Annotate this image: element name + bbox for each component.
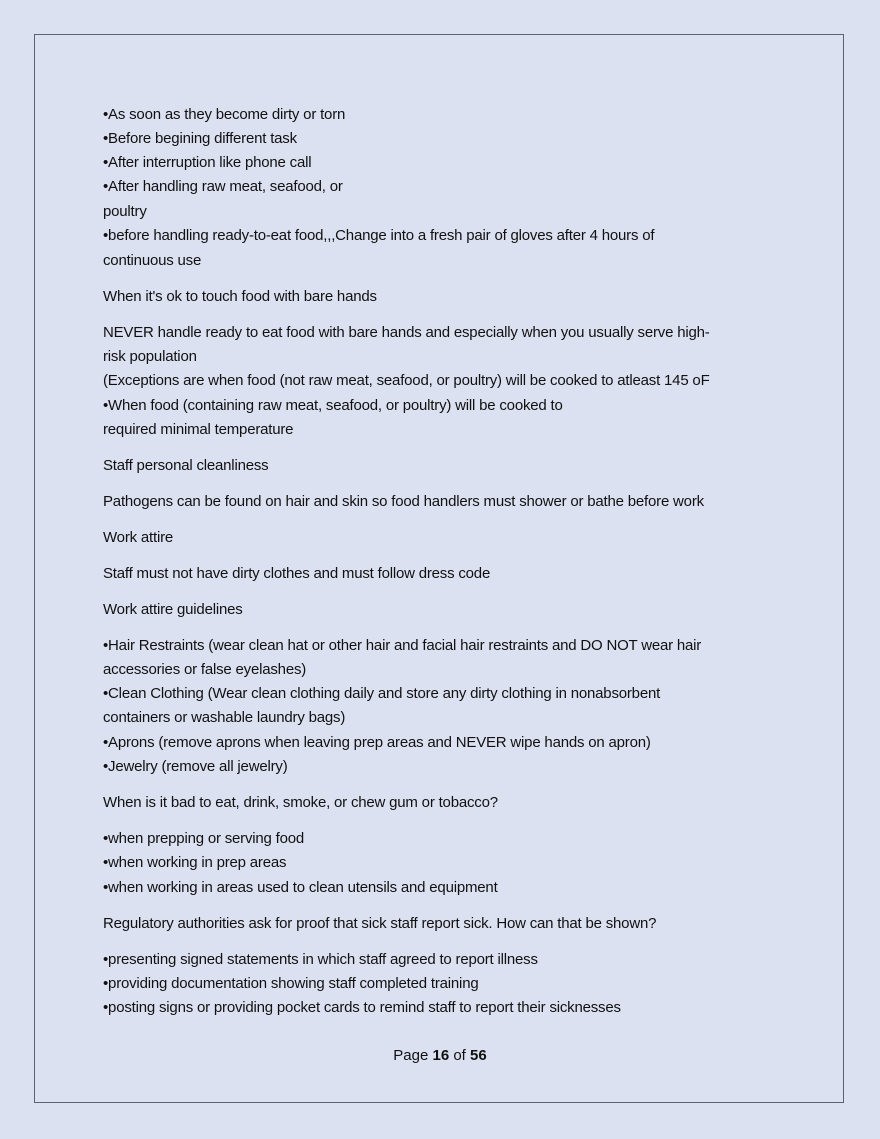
text-line: •After interruption like phone call [103,154,312,171]
text-line: risk population [103,348,197,365]
text-line: •before handling ready-to-eat food,,,Change into a fresh pair of gloves after 4 hours of [103,227,655,244]
text-line: •Jewelry (remove all jewelry) [103,758,288,775]
text-line: •presenting signed statements in which staff agreed to report illness [103,951,538,968]
text-line: •Hair Restraints (wear clean hat or other hair and facial hair restraints and DO NOT wear hair [103,637,702,654]
text-line: When it's ok to touch food with bare hands [103,288,377,305]
text-line: •As soon as they become dirty or torn [103,106,346,123]
text-line: •Clean Clothing (Wear clean clothing daily and store any dirty clothing in nonabsorbent [103,685,661,702]
text-line: Pathogens can be found on hair and skin so food handlers must shower or bathe before work [103,493,704,510]
text-line: When is it bad to eat, drink, smoke, or chew gum or tobacco? [103,794,498,811]
of-label: of [453,1047,466,1064]
text-line: required minimal temperature [103,421,294,438]
text-line: NEVER handle ready to eat food with bare hands and especially when you usually serve high- [103,324,710,341]
text-line: Work attire guidelines [103,601,243,618]
total-pages-number: 56 [470,1047,487,1064]
text-line: Staff must not have dirty clothes and must follow dress code [103,565,491,582]
text-line: •After handling raw meat, seafood, or [103,178,343,195]
text-line: •when working in prep areas [103,854,287,871]
current-page-number: 16 [432,1047,450,1064]
text-line: •posting signs or providing pocket cards to remind staff to report their sicknesses [103,999,621,1016]
text-line: •providing documentation showing staff completed training [103,975,479,992]
text-line: poultry [103,203,147,220]
text-line: continuous use [103,252,202,269]
text-line: (Exceptions are when food (not raw meat, seafood, or poultry) will be cooked to atleast 145 oF [103,372,710,389]
text-line: accessories or false eyelashes) [103,661,307,678]
text-line: •When food (containing raw meat, seafood, or poultry) will be cooked to [103,397,563,414]
text-line: •Before begining different task [103,130,297,147]
text-line: Staff personal cleanliness [103,457,269,474]
page-label: Page [393,1047,429,1064]
text-line: Work attire [103,529,174,546]
page-footer [0,1046,880,1066]
text-line: Regulatory authorities ask for proof that sick staff report sick. How can that be shown? [103,915,657,932]
text-line: •when prepping or serving food [103,830,305,847]
text-line: •Aprons (remove aprons when leaving prep areas and NEVER wipe hands on apron) [103,734,651,751]
text-line: •when working in areas used to clean utensils and equipment [103,879,498,896]
text-line: containers or washable laundry bags) [103,709,346,726]
